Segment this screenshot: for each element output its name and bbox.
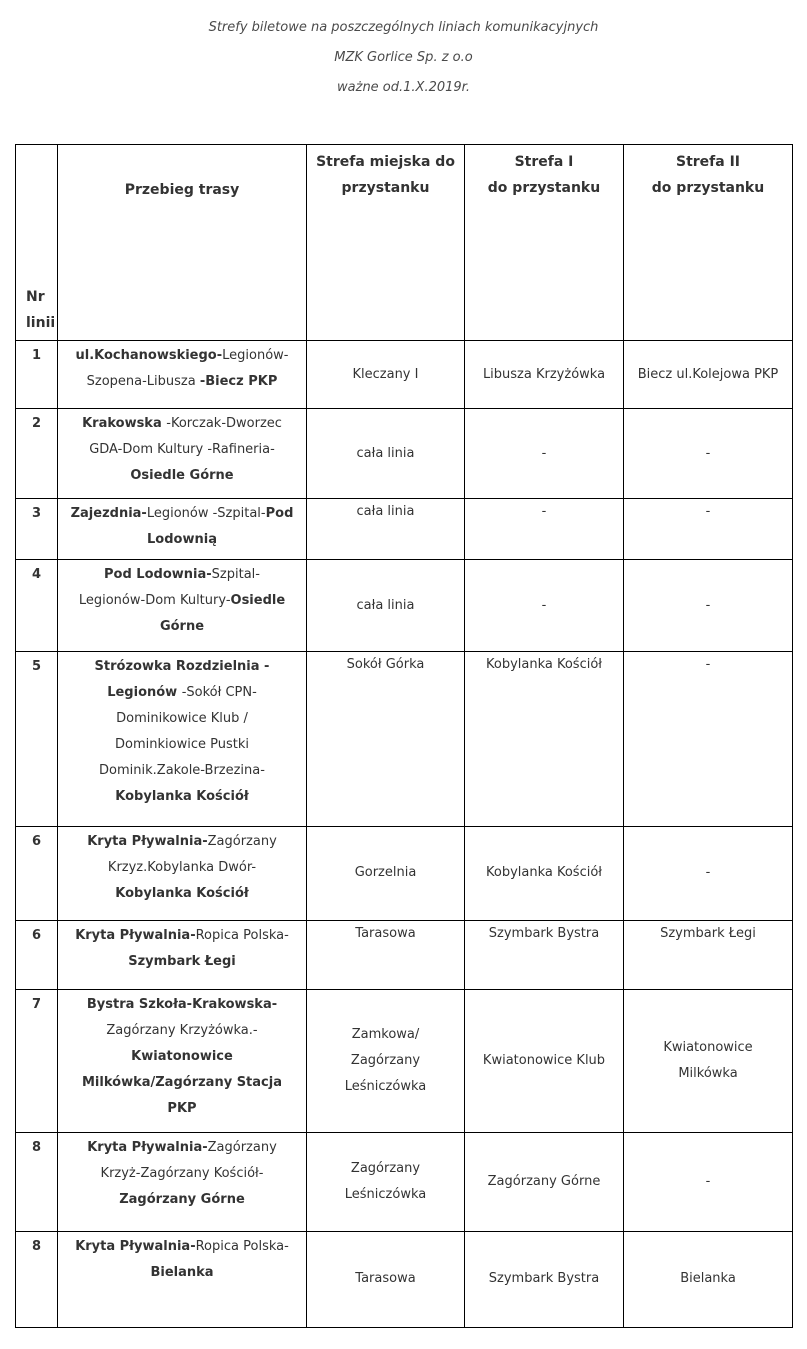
table-row	[16, 989, 793, 1132]
route-segment: -Biecz PKP	[199, 374, 278, 389]
route-segment: Ropica Polska-	[195, 1238, 289, 1254]
zone-stop-text: Gorzelnia	[354, 865, 417, 881]
zone-stop-text: Milkówka	[678, 1065, 738, 1081]
city-zone-cell	[307, 920, 465, 989]
column-header-text: do przystanku	[487, 180, 601, 196]
route-segment: Dominkiowice Pustki	[115, 737, 249, 753]
line-number-cell: 6	[16, 827, 58, 920]
line-number-cell: 4	[16, 560, 58, 652]
ticket-zones-table	[15, 144, 793, 1328]
zone-stop-text: Kwiatonowice	[663, 1039, 753, 1055]
zone-stop-text: Kobylanka Kościół	[485, 657, 602, 673]
route-line	[60, 501, 304, 527]
zone-2-cell	[624, 499, 793, 560]
zone-stop-text: Biecz ul.Kolejowa PKP	[637, 366, 779, 382]
route-segment: -Sokół CPN-	[181, 685, 257, 701]
route-line	[60, 706, 304, 732]
route-line	[60, 881, 304, 907]
route-segment: Dominik.Zakole-Brzezina-	[99, 763, 265, 779]
route-segment: Szymbark Łegi	[128, 953, 236, 969]
zone-stop-text: -	[705, 1173, 711, 1189]
route-line	[60, 562, 304, 588]
zone-stop-text: Zamkowa/	[351, 1026, 420, 1042]
route-segment: Kwiatonowice	[131, 1048, 233, 1064]
route-segment: Górne	[159, 619, 205, 635]
route-segment: Kryta Pływalnia-	[87, 1139, 208, 1155]
column-header-text: Strefa I	[514, 154, 574, 170]
route-line	[60, 680, 304, 706]
zone-stop-text: -	[705, 504, 711, 520]
zone-stop-text: Tarasowa	[355, 1271, 416, 1287]
route-line	[60, 923, 304, 949]
route-line	[60, 588, 304, 614]
route-line	[60, 949, 304, 975]
zone-2-cell	[624, 560, 793, 652]
route-line	[60, 1187, 304, 1213]
route-line	[60, 437, 304, 463]
table-row	[16, 560, 793, 652]
line-number-cell: 8	[16, 1132, 58, 1231]
route-segment: Strózowka Rozdzielnia -	[94, 659, 270, 675]
route-segment: Legionów-Dom Kultury-	[78, 593, 231, 609]
route-cell	[58, 652, 307, 827]
route-segment: Lodownią	[147, 532, 217, 548]
table-header-row	[16, 145, 793, 341]
zone-2-cell	[624, 1132, 793, 1231]
city-zone-cell	[307, 827, 465, 920]
city-zone-cell	[307, 341, 465, 409]
zone-1-cell	[465, 989, 624, 1132]
line-number-cell: 6	[16, 920, 58, 989]
zone-2-cell	[624, 1231, 793, 1327]
route-segment: Kryta Pływalnia-	[75, 1238, 196, 1254]
zone-1-cell	[465, 499, 624, 560]
route-segment: Kryta Pływalnia-	[75, 927, 196, 943]
route-segment: Dominikowice Klub /	[116, 711, 248, 727]
header-title: Strefy biletowe na poszczególnych liniach komunikacyjnych	[208, 20, 599, 35]
line-number-cell: 1	[16, 341, 58, 409]
column-header-text: Strefa II	[675, 154, 740, 170]
route-segment: Kryta Pływalnia-	[87, 834, 208, 850]
zone-stop-text: -	[541, 504, 547, 520]
zone-2-cell	[624, 827, 793, 920]
zone-stop-text: Tarasowa	[355, 925, 416, 941]
route-segment: -Korczak-Dworzec	[166, 416, 282, 432]
route-line	[60, 1044, 304, 1070]
zone-stop-text: Leśniczówka	[344, 1078, 427, 1094]
route-cell	[58, 920, 307, 989]
route-line	[60, 369, 304, 395]
zone-1-cell	[465, 341, 624, 409]
header-company: MZK Gorlice Sp. z o.o	[334, 50, 473, 65]
city-zone-cell	[307, 652, 465, 827]
route-segment: Kobylanka Kościół	[115, 789, 249, 805]
route-line	[60, 1070, 304, 1096]
route-segment: Pod	[265, 506, 294, 522]
city-zone-cell	[307, 560, 465, 652]
zone-1-cell	[465, 920, 624, 989]
route-segment: Krakowska	[82, 416, 167, 432]
route-segment: Milkówka/Zagórzany Stacja	[82, 1074, 282, 1090]
route-line	[60, 1135, 304, 1161]
zone-stop-text: -	[705, 445, 711, 461]
zone-2-cell	[624, 341, 793, 409]
zone-stop-text: Szymbark Bystra	[488, 1271, 600, 1287]
line-number-cell: 5	[16, 652, 58, 827]
zone-stop-text: Zagórzany	[350, 1160, 421, 1176]
zone-stop-text: -	[705, 657, 711, 673]
column-header-line-number	[16, 145, 58, 341]
route-cell	[58, 1231, 307, 1327]
route-cell	[58, 827, 307, 920]
route-segment: Zagórzany Górne	[119, 1191, 245, 1207]
route-segment: ul.Kochanowskiego-	[75, 348, 223, 363]
route-line	[60, 654, 304, 680]
route-line	[60, 855, 304, 881]
zone-stop-text: Libusza Krzyżówka	[482, 366, 606, 382]
route-cell	[58, 560, 307, 652]
route-segment: Ropica Polska-	[195, 927, 289, 943]
zone-1-cell	[465, 409, 624, 499]
zone-stop-text: cała linia	[356, 445, 415, 461]
zone-2-cell	[624, 989, 793, 1132]
zone-stop-text: Kwiatonowice Klub	[482, 1052, 606, 1068]
column-header-text: linii	[26, 315, 56, 331]
route-line	[60, 1018, 304, 1044]
route-segment: Kobylanka Kościół	[115, 886, 249, 902]
table-row	[16, 1132, 793, 1231]
route-cell	[58, 341, 307, 409]
line-number-cell: 8	[16, 1231, 58, 1327]
header-validity: ważne od.1.X.2019r.	[337, 80, 470, 95]
route-line	[60, 463, 304, 489]
zone-stop-text: Kleczany I	[352, 366, 419, 382]
line-number-cell: 2	[16, 409, 58, 499]
zone-stop-text: Szymbark Łegi	[660, 925, 756, 941]
table-row	[16, 920, 793, 989]
zone-1-cell	[465, 1132, 624, 1231]
route-segment: Krzyz.Kobylanka Dwór-	[107, 860, 257, 876]
route-segment: Bystra Szkoła-Krakowska-	[86, 996, 278, 1012]
route-segment: Krzyż-Zagórzany Kościół-	[100, 1165, 264, 1181]
column-header-text: do przystanku	[651, 180, 765, 196]
zone-stop-text: Bielanka	[680, 1271, 736, 1287]
table-row	[16, 652, 793, 827]
route-segment: PKP	[167, 1100, 197, 1116]
zone-stop-text: cała linia	[356, 597, 415, 613]
route-line	[60, 758, 304, 784]
column-header-text: Strefa miejska do	[316, 154, 455, 170]
route-segment: Szpital-	[211, 567, 260, 583]
zone-2-cell	[624, 920, 793, 989]
zone-1-cell	[465, 560, 624, 652]
line-number-cell: 3	[16, 499, 58, 560]
zone-2-cell	[624, 409, 793, 499]
route-segment: Zagórzany	[207, 834, 277, 850]
column-header-zone-1	[465, 145, 624, 341]
column-header-text: przystanku	[341, 180, 430, 196]
route-segment: Zagórzany	[207, 1139, 277, 1155]
zone-stop-text: Zagórzany Górne	[487, 1173, 601, 1189]
route-segment: Pod Lodownia-	[104, 567, 212, 583]
zone-1-cell	[465, 652, 624, 827]
city-zone-cell	[307, 1132, 465, 1231]
table-row	[16, 409, 793, 499]
column-header-route: Przebieg trasy	[58, 145, 307, 341]
zone-stop-text: cała linia	[356, 504, 415, 520]
route-segment: Osiedle	[230, 593, 286, 609]
route-line	[60, 1234, 304, 1260]
route-cell	[58, 409, 307, 499]
document-header	[0, 0, 807, 103]
route-segment: Legionów	[107, 685, 182, 701]
route-cell	[58, 1132, 307, 1231]
route-line	[60, 1096, 304, 1122]
route-cell	[58, 989, 307, 1132]
route-line	[60, 1260, 304, 1286]
route-line	[60, 732, 304, 758]
route-line	[60, 614, 304, 640]
route-line	[60, 992, 304, 1018]
route-segment: Szopena-Libusza	[86, 374, 200, 389]
route-cell	[58, 499, 307, 560]
city-zone-cell	[307, 409, 465, 499]
zone-stop-text: -	[705, 597, 711, 613]
zone-stop-text: -	[541, 597, 547, 613]
table-row	[16, 499, 793, 560]
zone-stop-text: Sokół Górka	[346, 657, 425, 673]
route-segment: Osiedle Górne	[130, 468, 234, 484]
route-segment: Zagórzany Krzyżówka.-	[106, 1022, 258, 1038]
city-zone-cell	[307, 1231, 465, 1327]
zone-stop-text: Zagórzany	[350, 1052, 421, 1068]
zone-stop-text: Leśniczówka	[344, 1186, 427, 1202]
route-line	[60, 411, 304, 437]
route-line	[60, 784, 304, 810]
route-segment: Legionów -Szpital-	[146, 506, 266, 522]
zone-stop-text: -	[541, 445, 547, 461]
line-number-cell: 7	[16, 989, 58, 1132]
table-row	[16, 1231, 793, 1327]
table-row	[16, 827, 793, 920]
zone-1-cell	[465, 827, 624, 920]
route-line	[60, 343, 304, 369]
route-segment: Legionów-	[222, 348, 289, 363]
zone-1-cell	[465, 1231, 624, 1327]
table-body	[16, 341, 793, 1328]
zone-stop-text: Kobylanka Kościół	[485, 865, 602, 881]
zone-stop-text: Szymbark Bystra	[488, 925, 600, 941]
route-segment: GDA-Dom Kultury -Rafineria-	[89, 442, 275, 458]
column-header-city-zone	[307, 145, 465, 341]
route-line	[60, 829, 304, 855]
route-segment: Zajezdnia-	[70, 506, 147, 522]
route-segment: Bielanka	[150, 1264, 214, 1280]
route-line	[60, 1161, 304, 1187]
column-header-zone-2	[624, 145, 793, 341]
city-zone-cell	[307, 989, 465, 1132]
city-zone-cell	[307, 499, 465, 560]
zone-2-cell	[624, 652, 793, 827]
column-header-text: Nr	[26, 289, 45, 305]
zone-stop-text: -	[705, 865, 711, 881]
table-row	[16, 341, 793, 409]
route-line	[60, 527, 304, 553]
